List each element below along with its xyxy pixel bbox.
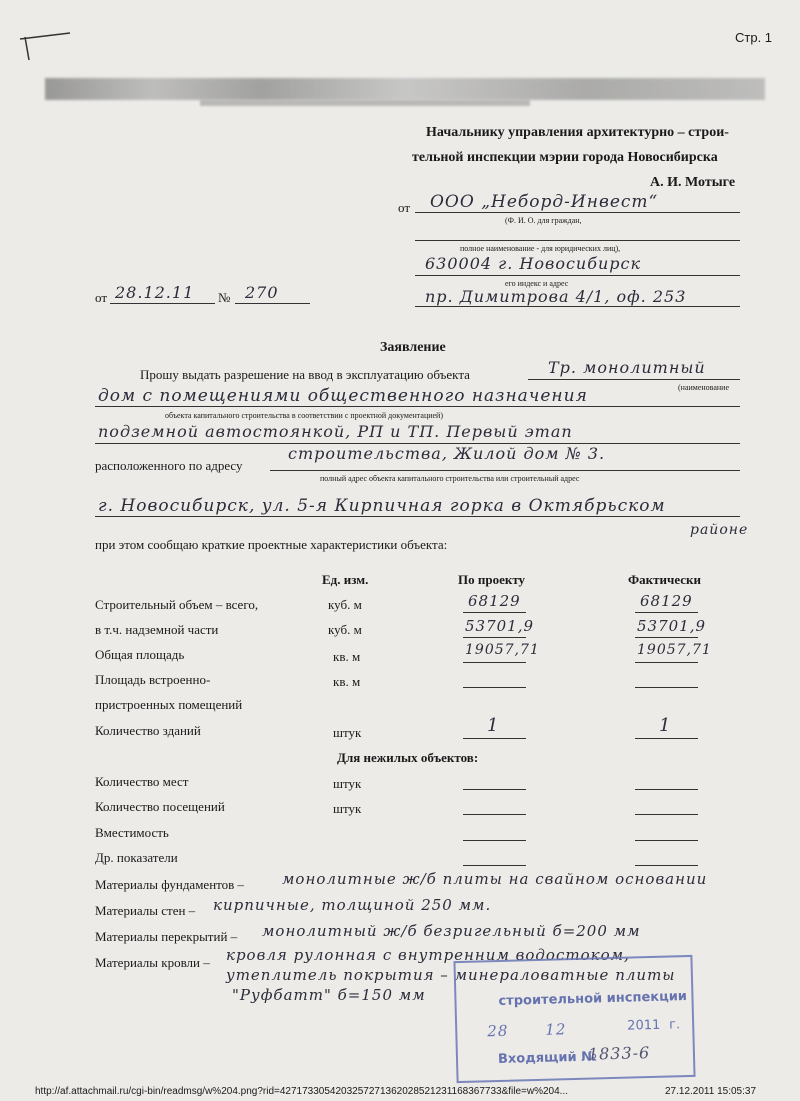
date-line: [110, 303, 215, 304]
row-project-line: [463, 612, 526, 613]
row-actual-line: [635, 865, 698, 866]
object-name-1: Тр. монолитный: [548, 358, 706, 377]
index-line: [415, 275, 740, 276]
index-address: 630004 г. Новосибирск: [425, 254, 642, 273]
nonres-title: Для нежилых объектов:: [337, 750, 479, 765]
row-unit: кв. м: [333, 649, 361, 664]
row-label: в т.ч. надземной части: [95, 622, 219, 637]
object-address-line: [95, 516, 740, 517]
row-actual-line: [635, 612, 698, 613]
row-label: Строительный объем – всего,: [95, 597, 259, 612]
walls-value: кирпичные, толщиной 250 мм.: [213, 896, 492, 914]
row-label: Количество посещений: [95, 799, 225, 814]
date-label: от: [95, 290, 108, 305]
blank-line: [415, 240, 740, 241]
row-project-line: [463, 662, 526, 663]
foundation-value: монолитные ж/б плиты на свайном основании: [282, 870, 708, 888]
row-project-line: [463, 637, 526, 638]
row-actual-line: [635, 840, 698, 841]
row-project-line: [463, 840, 526, 841]
footer-url: http://af.attachmail.ru/cgi-bin/readmsg/w%204.png?rid=4271733054203257271362028521231168367733&file=w%204...: [35, 1086, 568, 1097]
roof-value-1: кровля рулонная с внутренним водостоком,: [226, 946, 630, 964]
full-name-hint: полное наименование - для юридических лиц),: [460, 244, 621, 253]
object-name-3: подземной автостоянкой, РП и ТП. Первый этап: [98, 422, 573, 441]
document-title: Заявление: [380, 340, 446, 355]
object-name-2: дом с помещениями общественного назначения: [98, 386, 588, 406]
number-line: [235, 303, 310, 304]
row-label: Количество мест: [95, 774, 189, 789]
row-project: 19057,71: [465, 642, 540, 658]
row-project-line: [463, 738, 526, 739]
row-unit: штук: [333, 776, 362, 791]
located-line: [270, 470, 740, 471]
fio-hint: (Ф. И. О. для граждан,: [505, 216, 582, 225]
object-address-2: районе: [690, 522, 749, 538]
org-line: [415, 212, 740, 213]
footer-timestamp: 27.12.2011 15:05:37: [665, 1086, 757, 1097]
row-actual: 1: [659, 715, 672, 736]
roof-value-2: утеплитель покрытия – минераловатные плиты: [226, 966, 676, 984]
brief-text: при этом сообщаю краткие проектные характеристики объекта:: [95, 537, 448, 552]
stamp-day: 28: [487, 1021, 509, 1041]
object-address: г. Новосибирск, ул. 5-я Кирпичная горка в Октябрьском: [98, 496, 666, 516]
addressee-line2: тельной инспекции мэрии города Новосибирска: [412, 150, 718, 165]
stamp-year: 2011: [627, 1017, 661, 1034]
row-actual: 53701,9: [637, 617, 707, 635]
row-label: Др. показатели: [95, 850, 178, 865]
row-label: Общая площадь: [95, 647, 185, 662]
page-label: Стр. 1: [735, 30, 773, 45]
row-project-line: [463, 814, 526, 815]
row-label: пристроенных помещений: [95, 697, 243, 712]
located-label: расположенного по адресу: [95, 458, 243, 473]
registration-stamp: [453, 955, 695, 1083]
row-actual-line: [635, 637, 698, 638]
org-name: ООО „Неборд-Инвест“: [430, 192, 659, 212]
header-project: По проекту: [458, 572, 526, 587]
letter-number: 270: [245, 283, 279, 302]
row-project: 53701,9: [465, 617, 535, 635]
address-hint: полный адрес объекта капитального строительства или строительный адрес: [320, 474, 580, 483]
row-unit: штук: [333, 725, 362, 740]
addressee-line1: Начальнику управления архитектурно – строи-: [426, 125, 729, 140]
object-hint: объекта капитального строительства в соответствии с проектной документацией): [165, 411, 443, 420]
stamp-incoming-label: Входящий №: [497, 1049, 598, 1068]
stamp-line1: строительной инспекции: [498, 989, 688, 1009]
located-text: строительства, Жилой дом № 3.: [288, 444, 606, 463]
row-project-line: [463, 865, 526, 866]
row-project: 68129: [468, 592, 521, 610]
row-actual: 68129: [640, 592, 693, 610]
index-hint: его индекс и адрес: [505, 279, 569, 288]
number-label: №: [218, 290, 231, 305]
walls-label: Материалы стен –: [95, 903, 196, 918]
row-project: 1: [487, 715, 500, 736]
object-line-1: [528, 379, 740, 380]
blurred-header-strip-2: [200, 100, 530, 106]
floors-value: монолитный ж/б безригельный б=200 мм: [262, 922, 641, 940]
header-actual: Фактически: [628, 572, 702, 587]
foundation-label: Материалы фундаментов –: [95, 877, 245, 892]
row-label: Площадь встроенно-: [95, 672, 211, 687]
blurred-header-strip: [45, 78, 765, 100]
row-actual-line: [635, 789, 698, 790]
stamp-month: 12: [545, 1020, 567, 1039]
roof-label: Материалы кровли –: [95, 955, 210, 970]
row-project-line: [463, 789, 526, 790]
corner-mark-icon: [15, 25, 75, 65]
row-unit: куб. м: [328, 622, 362, 637]
row-actual-line: [635, 814, 698, 815]
stamp-incoming-number: 1833-6: [587, 1043, 651, 1064]
letter-date: 28.12.11: [115, 283, 195, 302]
row-unit: кв. м: [333, 674, 361, 689]
header-unit: Ед. изм.: [322, 572, 369, 587]
row-label: Количество зданий: [95, 723, 201, 738]
roof-value-3: "Руфбатт" б=150 мм: [232, 986, 426, 1004]
row-actual: 19057,71: [637, 642, 712, 658]
naim-hint: (наименование: [678, 383, 730, 392]
row-project-line: [463, 687, 526, 688]
row-unit: куб. м: [328, 597, 362, 612]
row-actual-line: [635, 738, 698, 739]
addressee-line3: А. И. Мотыге: [650, 175, 736, 190]
from-label: от: [398, 200, 411, 215]
row-actual-line: [635, 687, 698, 688]
street-address: пр. Димитрова 4/1, оф. 253: [425, 287, 687, 306]
row-unit: штук: [333, 801, 362, 816]
row-actual-line: [635, 662, 698, 663]
stamp-year-suffix: г.: [668, 1017, 681, 1033]
request-text: Прошу выдать разрешение на ввод в эксплуатацию объекта: [140, 367, 470, 382]
address-line: [415, 306, 740, 307]
object-line-2: [95, 406, 740, 407]
floors-label: Материалы перекрытий –: [95, 929, 238, 944]
row-label: Вместимость: [95, 825, 169, 840]
